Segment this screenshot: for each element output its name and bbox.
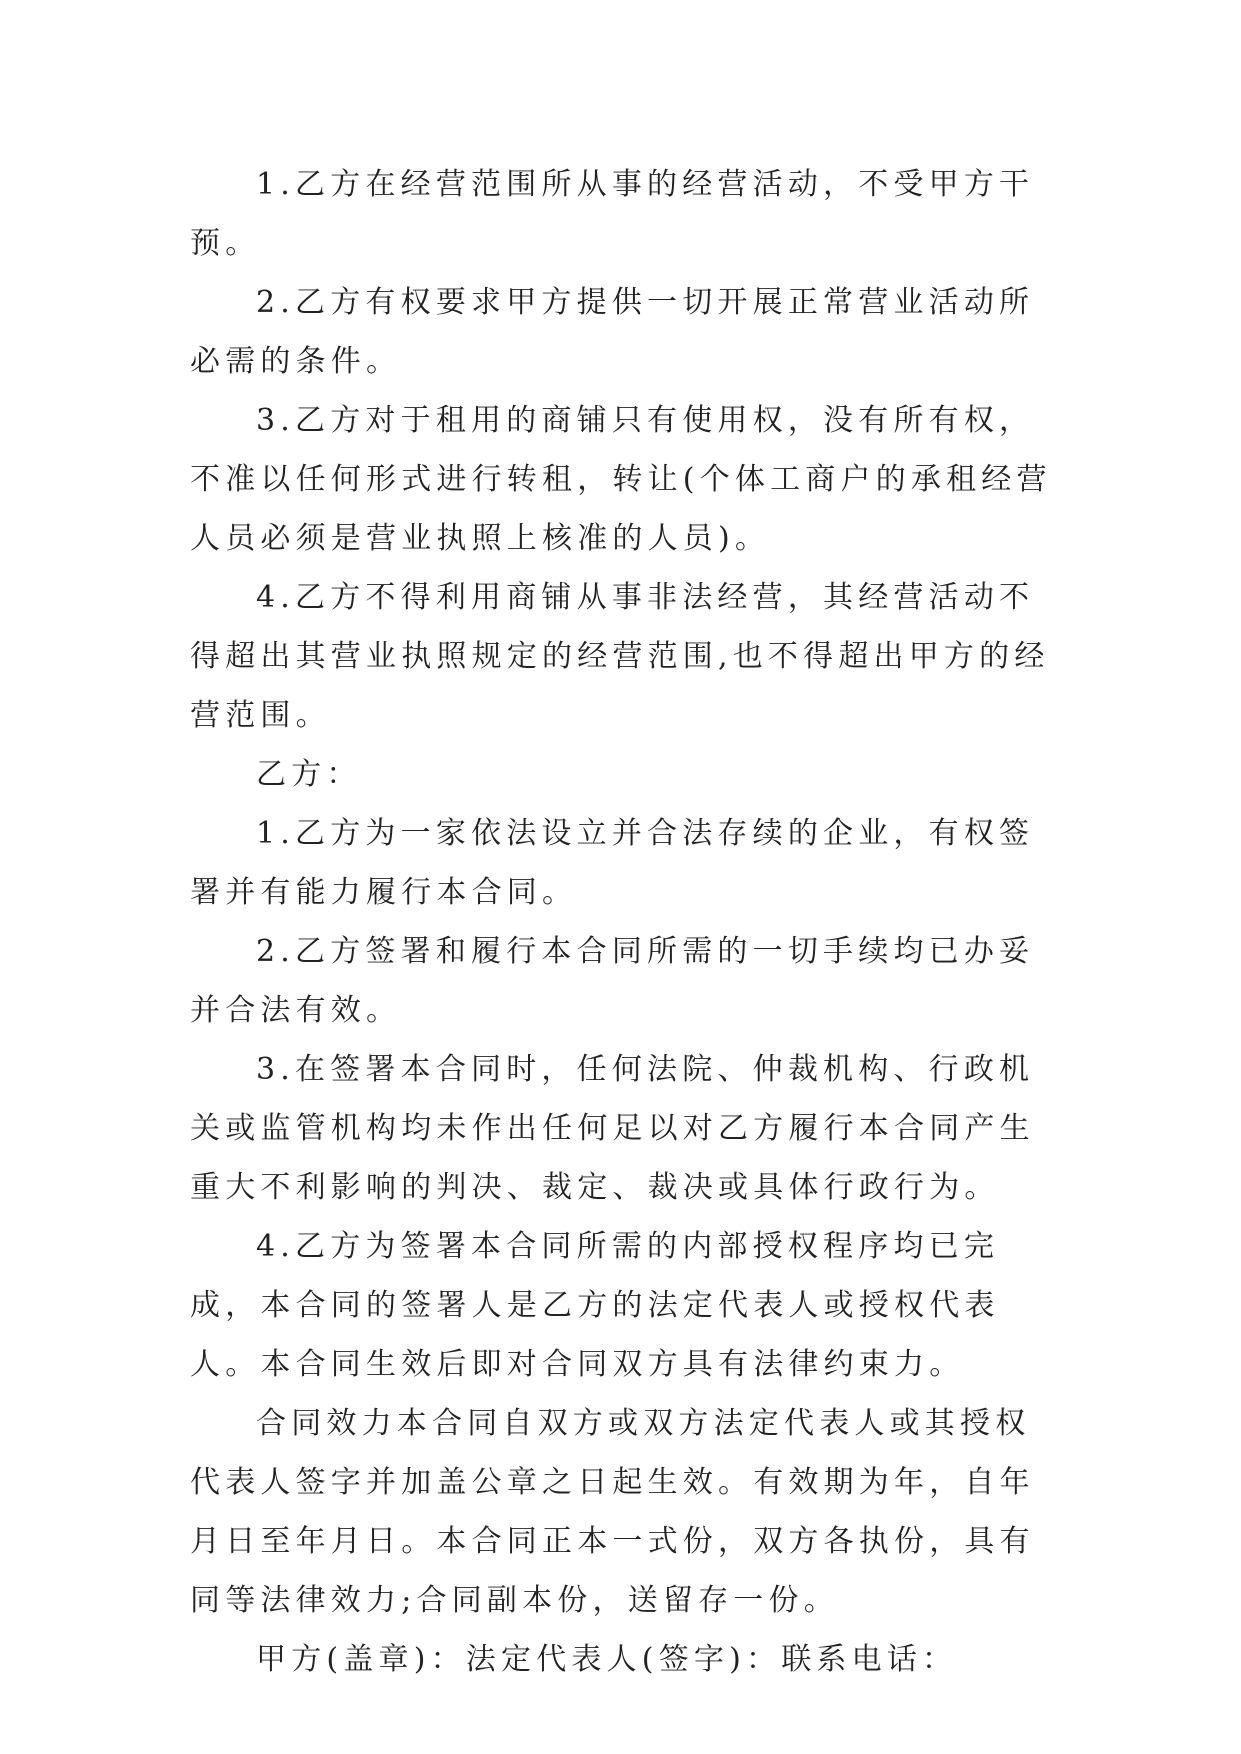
- paragraph-party-b-right-2: 2.乙方有权要求甲方提供一切开展正常营业活动所必需的条件。: [190, 285, 1035, 379]
- signature-line-party-a: 甲方(盖章)：法定代表人(签字)：联系电话：: [256, 1642, 958, 1677]
- paragraph-contract-validity: 合同效力本合同自双方或双方法定代表人或其授权代表人签字并加盖公章之日起生效。有效期为年，自年月日至年月日。本合同正本一式份，双方各执份，具有同等法律效力;合同副本份，送留存一份。: [190, 1406, 1035, 1618]
- paragraph-party-b-right-1: 1.乙方在经营范围所从事的经营活动，不受甲方干预。: [190, 167, 1035, 261]
- paragraph-party-b-right-3: 3.乙方对于租用的商铺只有使用权，没有所有权，不准以任何形式进行转租，转让(个体工商户的承租经营人员必须是营业执照上核准的人员)。: [190, 403, 1052, 556]
- document-body: [190, 155, 1060, 1689]
- paragraph-party-b-warranty-4: 4.乙方为签署本合同所需的内部授权程序均已完成，本合同的签署人是乙方的法定代表人或授权代表人。本合同生效后即对合同双方具有法律约束力。: [190, 1229, 1000, 1382]
- paragraph-party-b-warranty-3: 3.在签署本合同时，任何法院、仲裁机构、行政机关或监管机构均未作出任何足以对乙方履行本合同产生重大不利影响的判决、裁定、裁决或具体行政行为。: [190, 1052, 1035, 1205]
- section-heading-party-b: 乙方：: [256, 757, 362, 792]
- paragraph-party-b-warranty-2: 2.乙方签署和履行本合同所需的一切手续均已办妥并合法有效。: [190, 934, 1035, 1028]
- paragraph-party-b-right-4: 4.乙方不得利用商铺从事非法经营，其经营活动不得超出其营业执照规定的经营范围,也不得超出甲方的经营范围。: [190, 580, 1050, 733]
- paragraph-party-b-warranty-1: 1.乙方为一家依法设立并合法存续的企业，有权签署并有能力履行本合同。: [190, 816, 1035, 910]
